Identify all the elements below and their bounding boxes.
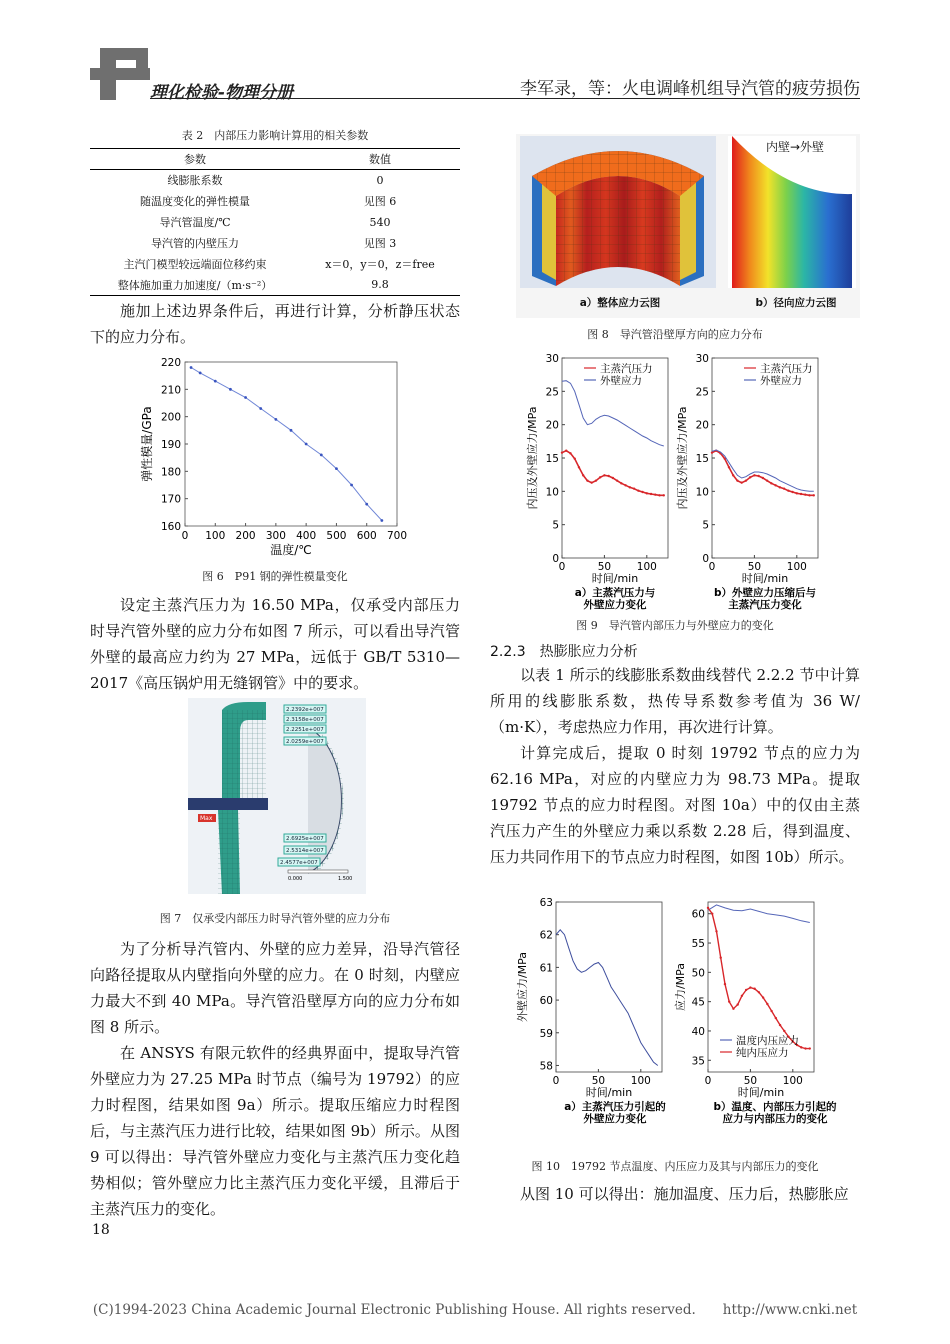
sub-caption: 主蒸汽压力变化 bbox=[728, 599, 802, 611]
paragraph-4: 在 ANSYS 有限元软件的经典界面中，提取导汽管外壁应力为 27.25 MPa 时节点（编号为 19792）的应力时程图，结果如图 9a）所示。提取压缩应力时程图后，与主蒸汽压力进行比较，结果如图 9b）所示。从图 9 可以得出：导汽管外壁应力变化与主蒸汽压力变化趋势相似；管外壁应力比主蒸汽压力变化平缓，且滞后于主蒸汽压力的变化。 bbox=[90, 1044, 460, 1218]
table2-caption: 表 2 内部压力影响计算用的相关参数 bbox=[181, 129, 369, 142]
x-tick-label: 0 bbox=[704, 1075, 712, 1087]
y-tick-label: 170 bbox=[160, 493, 181, 506]
data-point bbox=[350, 484, 353, 487]
x-tick-label: 0 bbox=[708, 561, 716, 573]
sub-caption: 外壁应力变化 bbox=[583, 599, 647, 611]
x-tick-label: 100 bbox=[782, 1075, 803, 1087]
x-axis-label: 时间/min bbox=[591, 572, 639, 585]
y-tick-label: 59 bbox=[539, 1027, 553, 1040]
header-rule bbox=[150, 98, 860, 99]
y-tick-label: 160 bbox=[160, 521, 181, 533]
x-tick-label: 500 bbox=[326, 530, 347, 542]
legend-label: 温度内压应力 bbox=[736, 1035, 799, 1047]
plot-frame bbox=[562, 358, 668, 558]
series-line bbox=[562, 451, 664, 496]
fig7-caption: 图 7 仅承受内部压力时导汽管外壁的应力分布 bbox=[159, 912, 391, 925]
data-point bbox=[190, 366, 193, 369]
fig9-caption: 图 9 导汽管内部压力与外壁应力的变化 bbox=[576, 619, 774, 632]
y-tick-label: 15 bbox=[545, 453, 559, 465]
plot-frame bbox=[556, 902, 662, 1072]
y-tick-label: 190 bbox=[160, 439, 181, 451]
fig7-label: 2.5314e+007 bbox=[286, 848, 324, 854]
fig10-caption: 图 10 19792 节点温度、内压应力及其与内部压力的变化 bbox=[531, 1160, 819, 1173]
x-tick-label: 100 bbox=[786, 561, 807, 573]
x-tick-label: 0 bbox=[552, 1075, 560, 1087]
table-row: 导汽管温度/℃ 540 bbox=[159, 215, 391, 229]
x-tick-label: 100 bbox=[205, 530, 226, 542]
table-header-value: 数值 bbox=[369, 153, 391, 166]
table-row: 线膨胀系数 0 bbox=[167, 173, 384, 188]
sub-caption: a）主蒸汽压力引起的 bbox=[564, 1101, 666, 1113]
y-axis-label: 应力/MPa bbox=[674, 962, 687, 1012]
data-point bbox=[229, 388, 232, 391]
x-axis-label: 时间/min bbox=[585, 1086, 633, 1099]
fig8a-image bbox=[520, 136, 716, 288]
legend-label: 主蒸汽压力 bbox=[600, 363, 653, 375]
y-tick-label: 20 bbox=[695, 419, 709, 432]
data-point bbox=[365, 503, 368, 506]
modulus-line bbox=[191, 368, 382, 521]
data-point bbox=[244, 396, 247, 399]
y-tick-label: 40 bbox=[691, 1025, 705, 1038]
y-tick-label: 60 bbox=[539, 995, 553, 1008]
y-tick-label: 50 bbox=[691, 967, 705, 980]
y-axis-label: 弹性模量/GPa bbox=[140, 406, 154, 482]
x-tick-label: 300 bbox=[265, 530, 286, 542]
x-tick-label: 50 bbox=[743, 1075, 758, 1087]
section-heading: 2.2.3 热膨胀应力分析 bbox=[490, 644, 638, 660]
table-header-param: 参数 bbox=[184, 153, 206, 166]
fig7-scale-0: 0.000 bbox=[288, 876, 303, 882]
y-tick-label: 63 bbox=[539, 897, 553, 909]
y-tick-label: 30 bbox=[695, 353, 709, 365]
x-tick-label: 100 bbox=[630, 1075, 651, 1087]
x-axis-label: 时间/min bbox=[741, 572, 789, 585]
page-number: 18 bbox=[92, 1222, 110, 1238]
data-point bbox=[199, 372, 202, 375]
sub-caption: b）外壁应力压缩后与 bbox=[713, 587, 817, 599]
fig10a-chart bbox=[506, 892, 674, 1148]
y-tick-label: 220 bbox=[160, 357, 181, 369]
fig7-label: 2.2251e+007 bbox=[286, 727, 324, 733]
legend-label: 主蒸汽压力 bbox=[760, 363, 813, 375]
y-tick-label: 180 bbox=[160, 466, 181, 479]
data-point bbox=[214, 380, 217, 383]
fig7-label: 2.3158e+007 bbox=[286, 717, 324, 723]
x-tick-label: 50 bbox=[597, 561, 612, 573]
data-point bbox=[380, 519, 383, 522]
table-row: 导汽管的内壁压力 见图 3 bbox=[151, 237, 397, 250]
running-title: 李军录，等：火电调峰机组导汽管的疲劳损伤 bbox=[520, 79, 860, 99]
table2 bbox=[90, 148, 460, 296]
fig8-caption: 图 8 导汽管沿壁厚方向的应力分布 bbox=[587, 328, 763, 341]
table-row: 主汽门模型较远端面位移约束 x＝0，y＝0，z＝free bbox=[123, 258, 435, 271]
fig7-label: 2.2392e+007 bbox=[286, 707, 324, 713]
x-tick-label: 400 bbox=[296, 530, 317, 542]
fig6-caption: 图 6 P91 钢的弹性模量变化 bbox=[202, 570, 348, 583]
sub-caption: a）主蒸汽压力与 bbox=[574, 587, 656, 599]
x-tick-label: 200 bbox=[235, 530, 256, 542]
x-tick-label: 0 bbox=[181, 530, 189, 542]
y-tick-label: 58 bbox=[539, 1060, 553, 1073]
x-axis-label: 时间/min bbox=[737, 1086, 785, 1099]
data-point bbox=[290, 429, 293, 432]
paragraph-7: 从图 10 可以得出：施加温度、压力后，热膨胀应 bbox=[520, 1185, 849, 1203]
fig7-label: 2.4577e+007 bbox=[280, 860, 318, 866]
y-tick-label: 5 bbox=[552, 519, 559, 532]
copyright-footer: (C)1994-2023 China Academic Journal Electronic Publishing House. All rights reserved. http://www.cnki.net bbox=[92, 1302, 858, 1318]
y-tick-label: 200 bbox=[160, 411, 181, 424]
x-tick-label: 0 bbox=[558, 561, 566, 573]
table-row: 整体施加重力加速度/（m·s⁻²） 9.8 bbox=[90, 275, 460, 296]
y-tick-label: 60 bbox=[691, 908, 705, 921]
journal-name: 理化检验-物理分册 bbox=[150, 83, 294, 103]
table-row: 随温度变化的弹性模量 见图 6 bbox=[140, 195, 397, 208]
sub-caption: 应力与内部压力的变化 bbox=[722, 1113, 828, 1125]
paragraph-1: 施加上述边界条件后，再进行计算，分析静压状态下的应力分布。 bbox=[90, 302, 460, 346]
data-point bbox=[335, 467, 338, 470]
y-tick-label: 15 bbox=[695, 453, 709, 465]
fig7-label: 2.0259e+007 bbox=[286, 739, 324, 745]
x-tick-label: 100 bbox=[636, 561, 657, 573]
paragraph-2: 设定主蒸汽压力为 16.50 MPa，仅承受内部压力时导汽管外壁的应力分布如图 7 所示，可以看出导汽管外壁的最高应力约为 27 MPa，远低于 GB/T 5310—2017《高压锅炉用无缝钢管》中的要求。 bbox=[90, 596, 460, 692]
x-axis-label: 温度/℃ bbox=[270, 543, 312, 557]
y-tick-label: 45 bbox=[691, 996, 705, 1009]
series-line bbox=[712, 450, 814, 491]
y-tick-label: 25 bbox=[695, 386, 709, 399]
series-line bbox=[556, 930, 658, 1066]
y-tick-label: 62 bbox=[539, 929, 553, 942]
y-axis-label: 外壁应力/MPa bbox=[516, 951, 529, 1023]
fig9b-chart bbox=[676, 348, 826, 611]
x-tick-label: 50 bbox=[747, 561, 762, 573]
fig8-sub-b: b）径向应力云图 bbox=[755, 297, 837, 309]
y-tick-label: 0 bbox=[552, 553, 559, 565]
fig7-label: 2.6925e+007 bbox=[286, 836, 324, 842]
legend-label: 纯内压应力 bbox=[736, 1047, 789, 1059]
data-point bbox=[320, 454, 323, 457]
series-line bbox=[708, 908, 810, 1049]
fig6-chart bbox=[135, 352, 410, 564]
y-tick-label: 5 bbox=[702, 519, 709, 532]
paragraph-3: 为了分析导汽管内、外壁的应力差异，沿导汽管径向路径提取从内壁指向外壁的应力。在 0 时刻，内壁应力最大不到 40 MPa。导汽管沿壁厚方向的应力分布如图 8 所示。 bbox=[90, 940, 460, 1036]
fig8-sub-a: a）整体应力云图 bbox=[579, 297, 661, 309]
series-line bbox=[708, 905, 810, 923]
y-tick-label: 25 bbox=[545, 386, 559, 399]
data-point bbox=[305, 443, 308, 446]
sub-caption: 外壁应力变化 bbox=[583, 1113, 647, 1125]
legend-label: 外壁应力 bbox=[760, 375, 802, 387]
data-point bbox=[274, 418, 277, 421]
y-tick-label: 0 bbox=[702, 553, 709, 565]
legend-label: 外壁应力 bbox=[600, 375, 642, 387]
series-line bbox=[562, 381, 664, 446]
x-tick-label: 600 bbox=[356, 530, 377, 542]
y-axis-label: 内压及外壁应力/MPa bbox=[526, 406, 539, 510]
x-tick-label: 50 bbox=[591, 1075, 606, 1087]
sub-caption: b）温度、内部压力引起的 bbox=[713, 1101, 837, 1113]
y-tick-label: 20 bbox=[545, 419, 559, 432]
fig8b-arrow-label: 内壁→外壁 bbox=[766, 140, 825, 154]
fig8b-image bbox=[728, 136, 856, 288]
fig10b-chart bbox=[672, 892, 852, 1148]
y-tick-label: 61 bbox=[539, 962, 553, 975]
y-tick-label: 10 bbox=[695, 486, 709, 499]
y-tick-label: 210 bbox=[160, 384, 181, 397]
y-tick-label: 10 bbox=[545, 486, 559, 499]
y-tick-label: 30 bbox=[545, 353, 559, 365]
fig9a-chart bbox=[524, 348, 674, 611]
data-point bbox=[259, 407, 262, 410]
y-axis-label: 内压及外壁应力/MPa bbox=[676, 406, 689, 510]
paragraph-6: 计算完成后，提取 0 时刻 19792 节点的应力为 62.16 MPa，对应的内壁应力为 98.73 MPa。提取 19792 节点的应力时程图。对图 10a）中的仅由主蒸汽压力产生的外壁应力乘以系数 2.28 后，得到温度、压力共同作用下的节点应力时程图，如图 10b）所示。 bbox=[490, 744, 860, 866]
y-tick-label: 35 bbox=[691, 1055, 705, 1068]
x-tick-label: 700 bbox=[386, 530, 408, 542]
fig7-max-label: Max bbox=[200, 815, 213, 822]
plot-frame bbox=[712, 358, 818, 558]
y-tick-label: 55 bbox=[691, 938, 705, 951]
fig7-image bbox=[188, 698, 366, 894]
fig7-scale-1: 1.500 bbox=[338, 876, 353, 882]
paragraph-5: 以表 1 所示的线膨胀系数曲线替代 2.2.2 节中计算所用的线膨胀系数，热传导系数参考值为 36 W/（m·K），考虑热应力作用，再次进行计算。 bbox=[490, 666, 860, 736]
